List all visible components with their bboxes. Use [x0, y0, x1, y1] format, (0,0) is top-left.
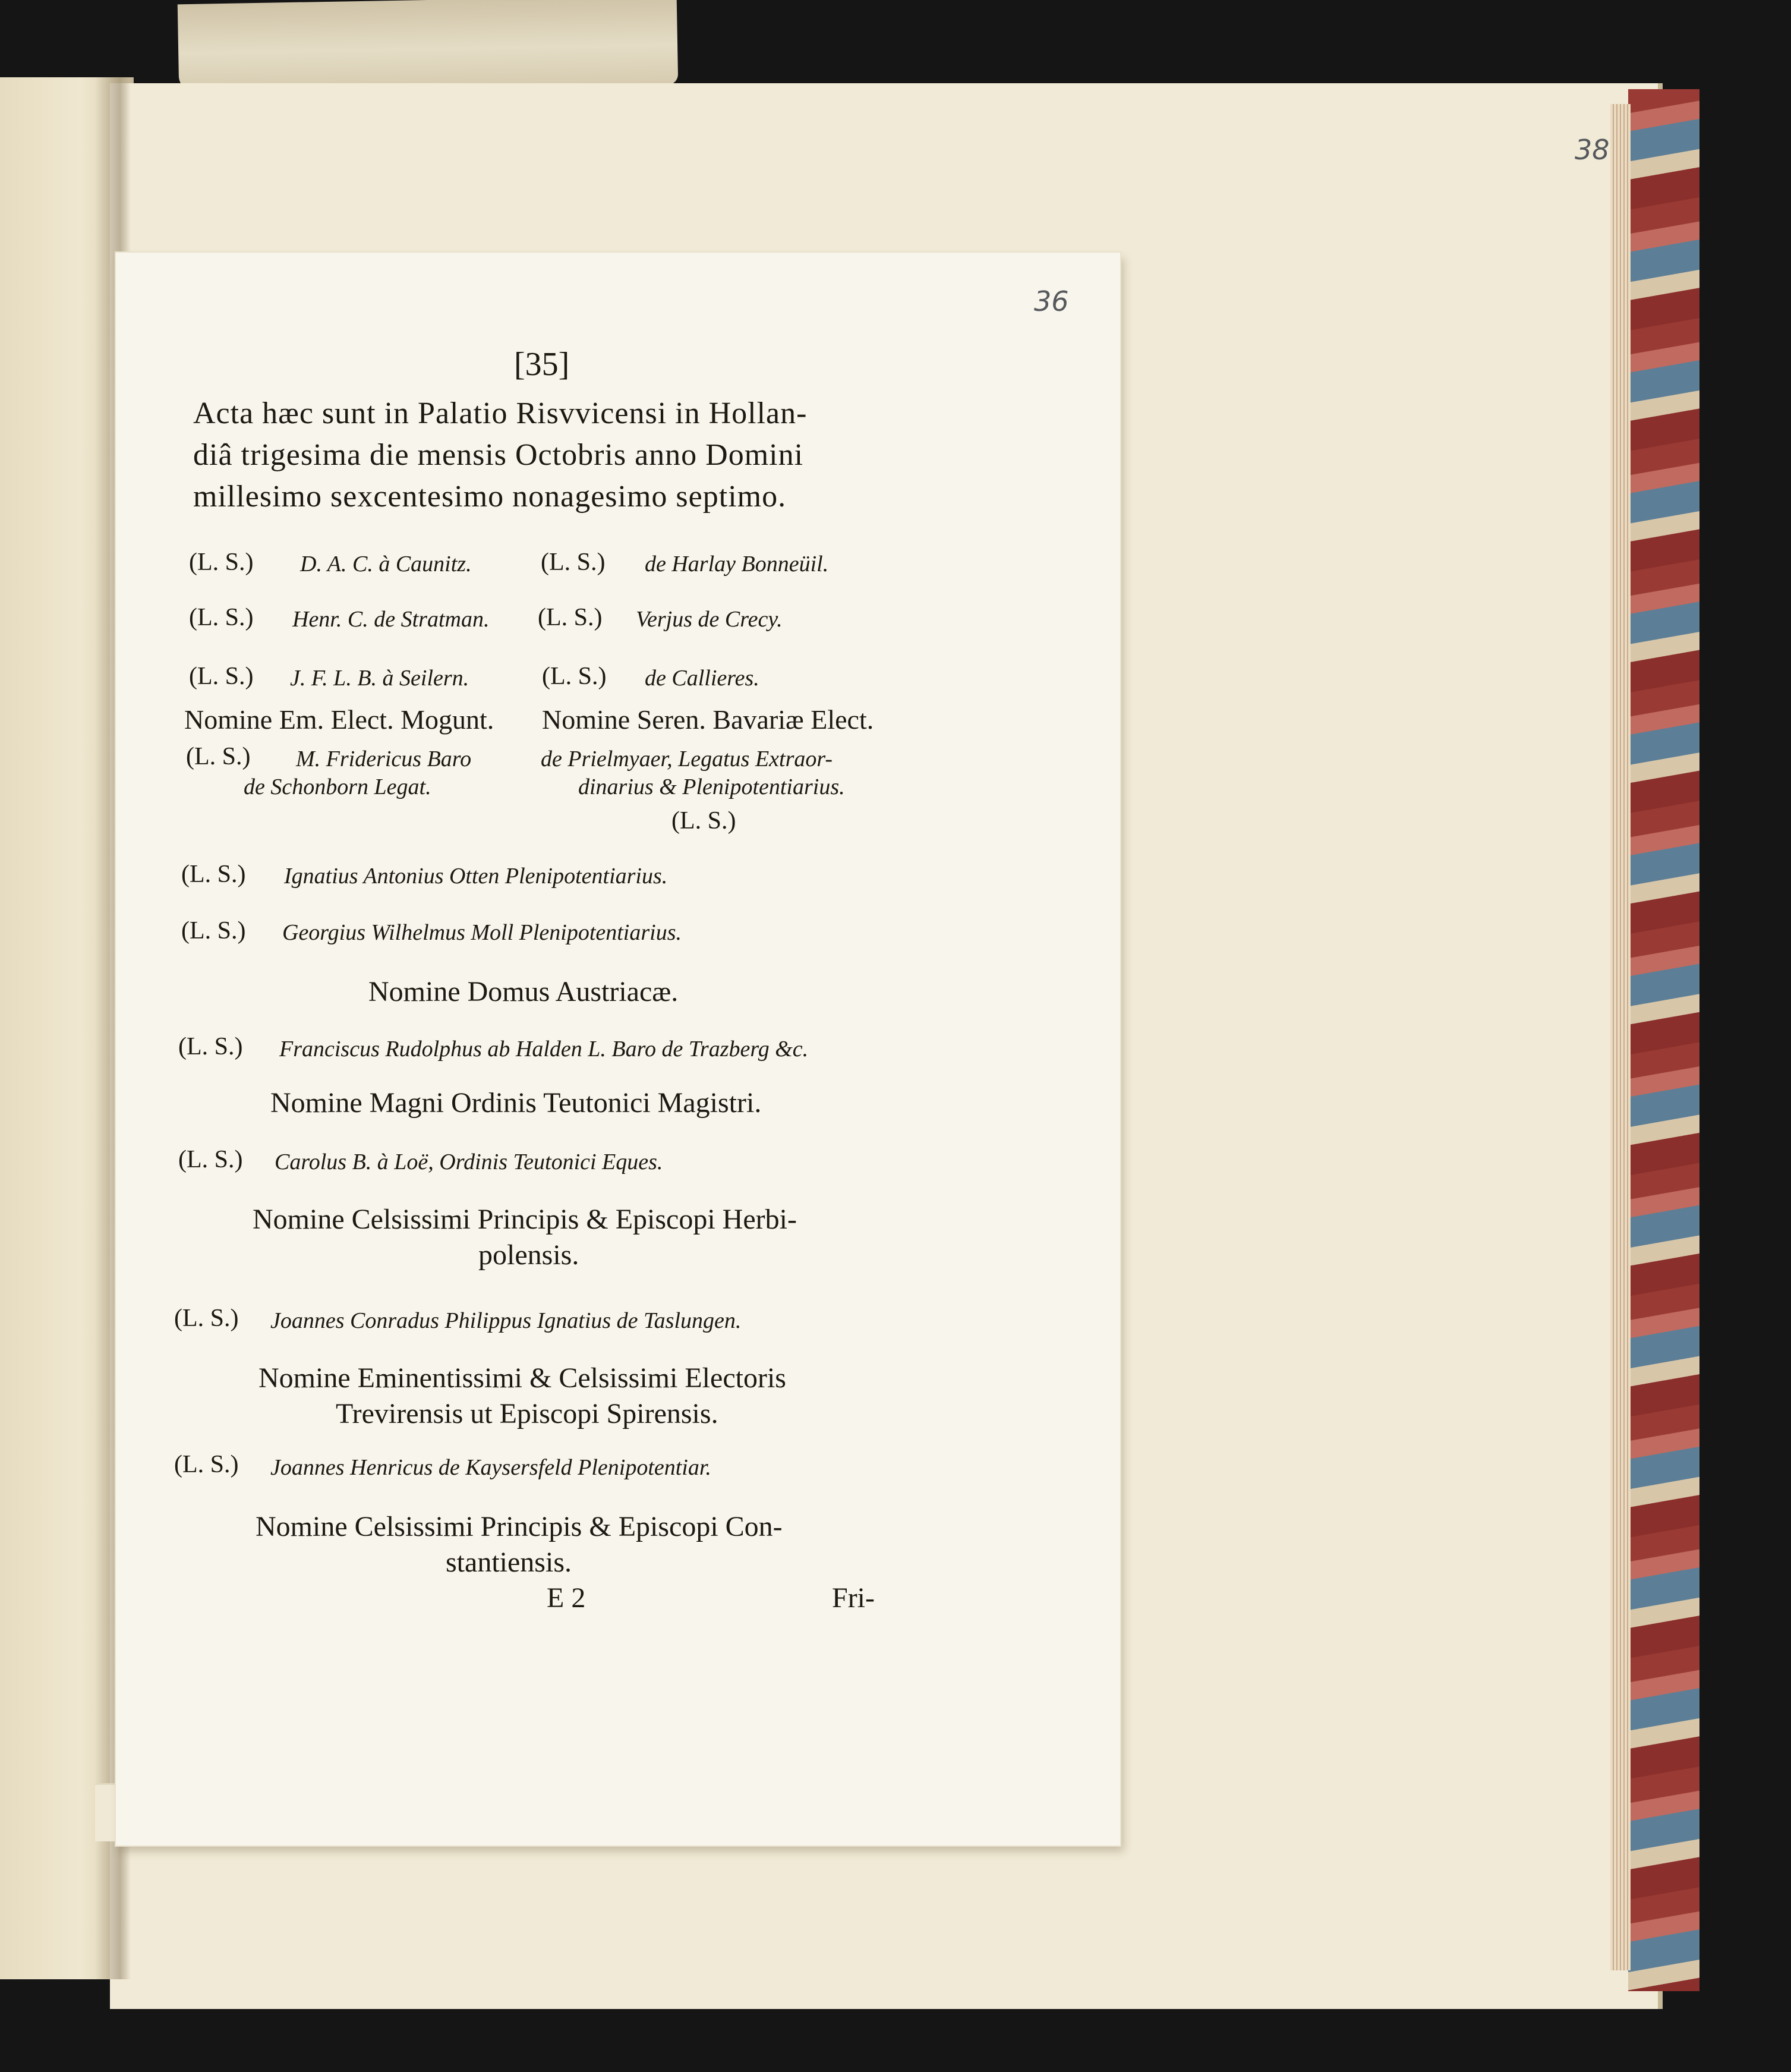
seal-mark: (L. S.)	[174, 1305, 239, 1332]
signature-schonborn-1: M. Fridericus Baro	[296, 747, 472, 772]
seal-mark: (L. S.)	[181, 861, 246, 888]
seal-mark: (L. S.)	[178, 1033, 243, 1060]
seal-mark: (L. S.)	[538, 604, 603, 631]
heading-austria: Nomine Domus Austriacæ.	[368, 976, 679, 1007]
signature-loe: Carolus B. à Loë, Ordinis Teutonici Eques.	[275, 1150, 663, 1174]
seal-mark: (L. S.)	[671, 807, 736, 835]
manuscript-folio-number: 38	[1575, 134, 1610, 166]
heading-constant-2: stantiensis.	[446, 1547, 572, 1578]
heading-line-2: diâ trigesima die mensis Octobris anno Domini	[193, 438, 804, 472]
seal-mark: (L. S.)	[542, 663, 607, 690]
page-number: [35]	[514, 346, 570, 383]
signature-kaysersfeld: Joannes Henricus de Kaysersfeld Plenipotentiar.	[270, 1455, 711, 1480]
signature-verjus: Verjus de Crecy.	[636, 607, 783, 632]
heading-line-3: millesimo sexcentesimo nonagesimo septimo.	[193, 480, 787, 514]
heading-herbipol-1: Nomine Celsissimi Principis & Episcopi Herbi-	[253, 1204, 797, 1235]
sheet-folio-number: 36	[1034, 285, 1069, 317]
signature-otten: Ignatius Antonius Otten Plenipotentiarius.	[284, 864, 668, 889]
signature-seilern: J. F. L. B. à Seilern.	[290, 666, 469, 691]
heading-bavaria: Nomine Seren. Bavariæ Elect.	[542, 704, 874, 735]
signature-stratman: Henr. C. de Stratman.	[292, 607, 490, 632]
signature-mark: E 2	[547, 1582, 586, 1614]
heading-trevir-2: Trevirensis ut Episcopi Spirensis.	[336, 1398, 718, 1429]
signature-harlay: de Harlay Bonneüil.	[645, 552, 829, 577]
seal-mark: (L. S.)	[178, 1146, 243, 1173]
seal-mark: (L. S.)	[186, 743, 251, 770]
heading-trevir-1: Nomine Eminentissimi & Celsissimi Electoris	[258, 1362, 786, 1394]
signature-schonborn-2: de Schonborn Legat.	[244, 774, 431, 799]
seal-mark: (L. S.)	[189, 549, 254, 576]
marbled-cover-edge	[1628, 89, 1699, 1991]
heading-mogunt: Nomine Em. Elect. Mogunt.	[184, 704, 494, 735]
seal-mark: (L. S.)	[174, 1451, 239, 1478]
signature-prielmyaer-1: de Prielmyaer, Legatus Extraor-	[541, 747, 833, 772]
heading-constant-1: Nomine Celsissimi Principis & Episcopi Con-	[256, 1511, 783, 1542]
heading-herbipol-2: polensis.	[478, 1239, 579, 1271]
frayed-paper-tab	[178, 0, 678, 93]
page-edges	[1610, 104, 1631, 1970]
catchword: Fri-	[832, 1582, 875, 1614]
signature-taslungen: Joannes Conradus Philippus Ignatius de Taslungen.	[270, 1308, 742, 1333]
signature-prielmyaer-2: dinarius & Plenipotentiarius.	[578, 774, 845, 799]
seal-mark: (L. S.)	[189, 663, 254, 690]
seal-mark: (L. S.)	[181, 917, 246, 944]
signature-halden: Franciscus Rudolphus ab Halden L. Baro de Trazberg &c.	[279, 1037, 809, 1062]
heading-teutonic: Nomine Magni Ordinis Teutonici Magistri.	[270, 1087, 762, 1119]
signature-moll: Georgius Wilhelmus Moll Plenipotentiarius.	[282, 920, 682, 945]
seal-mark: (L. S.)	[541, 549, 606, 576]
heading-line-1: Acta hæc sunt in Palatio Risvvicensi in Hollan-	[193, 396, 808, 430]
signature-callieres: de Callieres.	[645, 666, 759, 691]
signature-kaunitz: D. A. C. à Caunitz.	[300, 552, 472, 577]
seal-mark: (L. S.)	[189, 604, 254, 631]
